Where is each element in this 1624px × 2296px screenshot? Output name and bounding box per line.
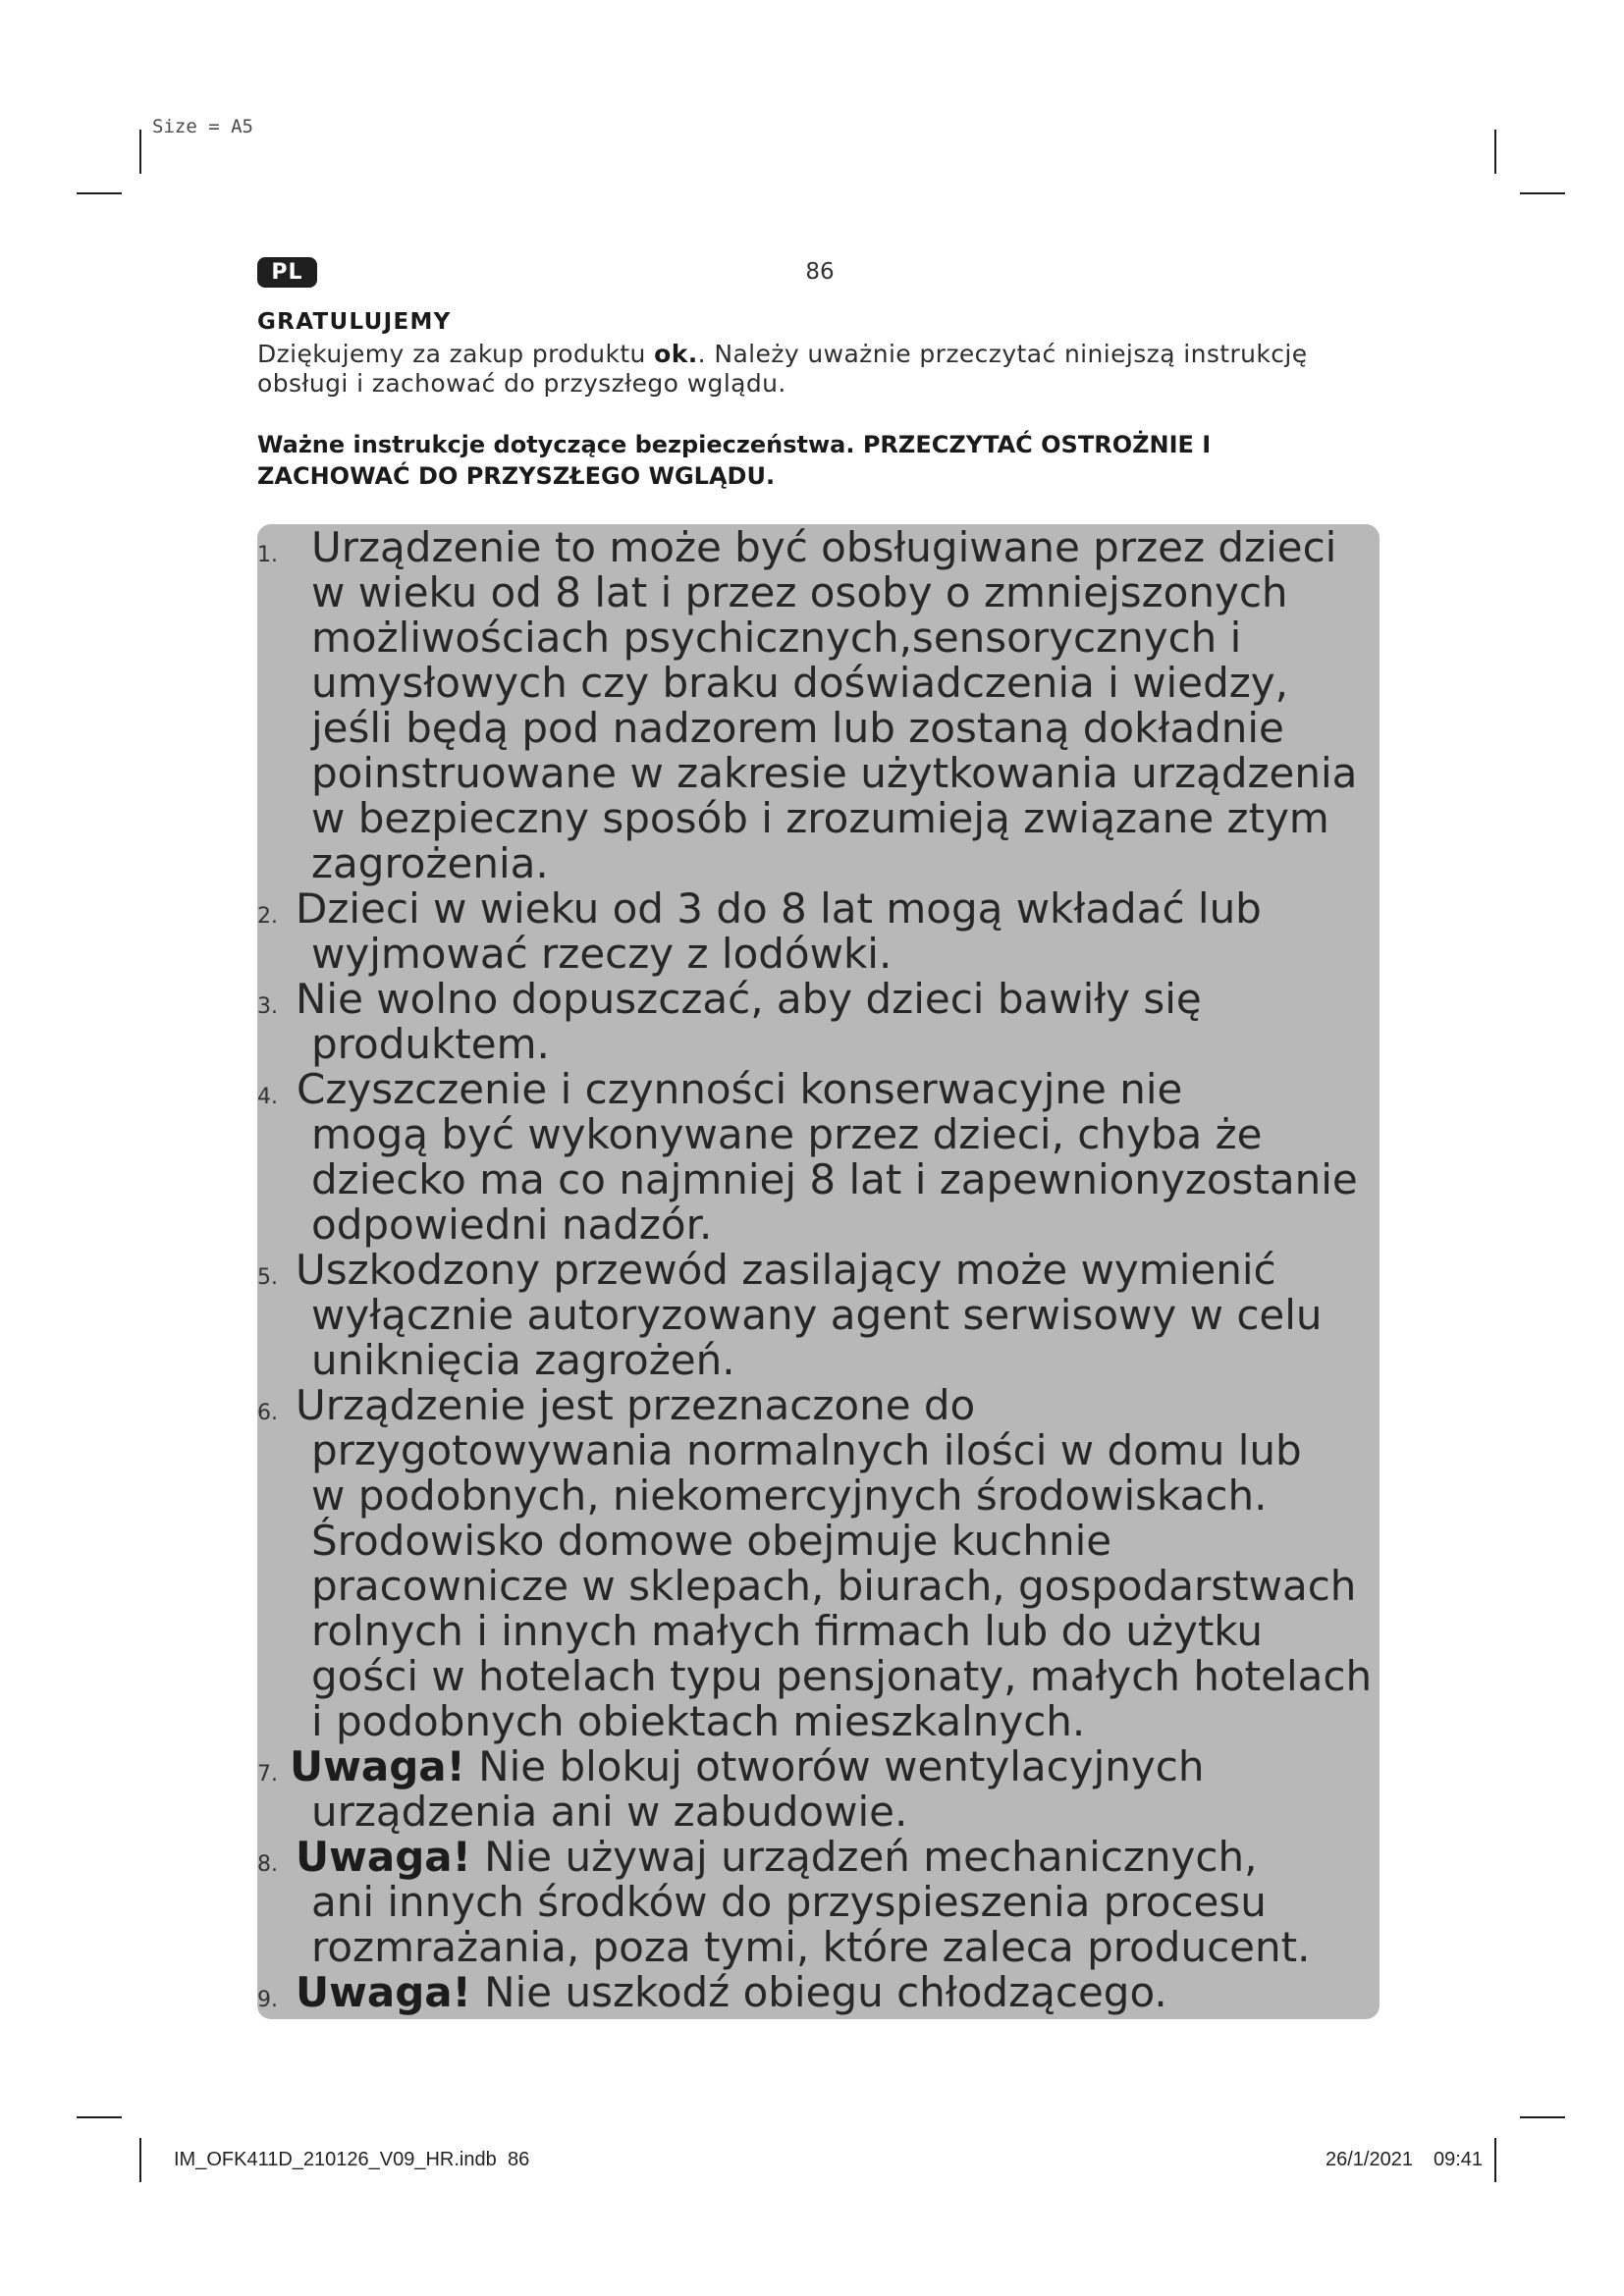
intro-line-1 — [257, 340, 1308, 369]
safety-item-6-line-5: pracownicze w sklepach, biurach, gospodarstwach — [311, 1562, 1357, 1610]
safety-item-2-number: 2. — [257, 904, 278, 929]
safety-instructions-box — [257, 524, 1380, 2019]
safety-item-2-text: Dzieci w wieku od 3 do 8 lat mogą wkładać lub — [296, 884, 1262, 933]
safety-item-1-text: Urządzenie to może być obsługiwane przez dzieci — [311, 523, 1337, 571]
safety-item-1-line-2: w wieku od 8 lat i przez osoby o zmniejszonych — [311, 568, 1288, 616]
footer-date: 26/1/2021 — [1326, 2149, 1413, 2170]
crop-mark-bottom-right-horizontal — [1520, 2116, 1565, 2118]
safety-item-3-number: 3. — [257, 994, 278, 1019]
safety-item-3-line-1 — [257, 977, 1380, 1022]
safety-heading-line-2: ZACHOWAĆ DO PRZYSZŁEGO WGLĄDU. — [257, 462, 776, 490]
footer-time: 09:41 — [1434, 2149, 1484, 2170]
safety-item-5-number: 5. — [257, 1265, 278, 1290]
safety-item-4-text: Czyszczenie i czynności konserwacyjne nie — [297, 1065, 1183, 1113]
safety-item-5-line-3: uniknięcia zagrożeń. — [311, 1336, 735, 1384]
safety-item-7-text: Nie blokuj otworów wentylacyjnych — [478, 1742, 1205, 1790]
safety-item-7-line-1 — [257, 1744, 1380, 1789]
safety-item-6-line-4: Środowisko domowe obejmuje kuchnie — [311, 1517, 1112, 1565]
safety-item-8-line-1 — [257, 1835, 1380, 1880]
safety-item-6-line-7: gości w hotelach typu pensjonaty, małych hotelach — [311, 1652, 1373, 1700]
intro-line-2: obsługi i zachować do przyszłego wglądu. — [257, 369, 786, 398]
safety-item-7-number: 7. — [257, 1762, 278, 1787]
safety-item-3-text: Nie wolno dopuszczać, aby dzieci bawiły się — [296, 975, 1202, 1023]
safety-item-2-line-2: wyjmować rzeczy z lodówki. — [311, 930, 893, 978]
crop-mark-bottom-right-vertical — [1494, 2138, 1496, 2182]
safety-item-8-warning-label: Uwaga! — [296, 1833, 471, 1881]
safety-item-8-line-3: rozmrażania, poza tymi, które zaleca producent. — [311, 1923, 1311, 1971]
safety-item-6-line-8: i podobnych obiektach mieszkalnych. — [311, 1697, 1086, 1745]
safety-item-3-line-2: produktem. — [311, 1020, 550, 1068]
crop-mark-top-right-vertical — [1494, 130, 1496, 174]
safety-item-6-text: Urządzenie jest przeznaczone do — [296, 1381, 976, 1429]
safety-item-8-number: 8. — [257, 1852, 278, 1877]
safety-item-8-line-2: ani innych środków do przyspieszenia procesu — [311, 1878, 1267, 1926]
safety-item-7-line-2: urządzenia ani w zabudowie. — [311, 1788, 908, 1836]
safety-item-4-line-1 — [257, 1067, 1380, 1112]
safety-item-9-number: 9. — [257, 1988, 278, 2012]
footer-page-number: 86 — [508, 2149, 530, 2170]
safety-item-5-text: Uszkodzony przewód zasilający może wymienić — [296, 1246, 1276, 1294]
safety-item-1-line-5: jeśli będą pod nadzorem lub zostaną dokładnie — [311, 704, 1284, 752]
intro-text-part2: . Należy uważnie przeczytać niniejszą instrukcję — [697, 340, 1308, 368]
safety-item-6-line-6: rolnych i innych małych firmach lub do użytku — [311, 1607, 1263, 1655]
crop-mark-top-right-horizontal — [1520, 192, 1565, 194]
safety-item-5-line-1 — [257, 1248, 1380, 1293]
safety-item-9-text: Nie uszkodź obiegu chłodzącego. — [484, 1968, 1167, 2016]
print-size-label: Size = A5 — [152, 116, 253, 137]
safety-item-1-line-6: poinstruowane w zakresie użytkowania urządzenia — [311, 749, 1358, 797]
crop-mark-top-left-vertical — [139, 130, 141, 174]
crop-mark-bottom-left-vertical — [139, 2138, 141, 2182]
intro-heading: GRATULUJEMY — [257, 309, 452, 335]
safety-item-1-line-8: zagrożenia. — [311, 839, 549, 887]
intro-text-part1: Dziękujemy za zakup produktu — [257, 340, 655, 368]
page-number: 86 — [805, 259, 835, 285]
crop-mark-top-left-horizontal — [77, 192, 122, 194]
safety-item-7-warning-label: Uwaga! — [290, 1742, 465, 1790]
language-badge: PL — [257, 257, 317, 288]
brand-name: ok. — [654, 340, 698, 368]
safety-item-1-line-4: umysłowych czy braku doświadczenia i wiedzy, — [311, 659, 1288, 707]
safety-item-9-warning-label: Uwaga! — [296, 1968, 471, 2016]
safety-item-6-line-2: przygotowywania normalnych ilości w domu lub — [311, 1426, 1302, 1474]
safety-item-1-line-3: możliwościach psychicznych,sensorycznych i — [311, 614, 1242, 662]
safety-item-9-line-1 — [257, 1970, 1380, 2015]
safety-item-1-number: 1. — [257, 543, 278, 567]
safety-item-6-line-3: w podobnych, niekomercyjnych środowiskach. — [311, 1471, 1268, 1520]
safety-item-1-line-1 — [257, 525, 1380, 570]
safety-item-8-text: Nie używaj urządzeń mechanicznych, — [484, 1833, 1258, 1881]
safety-item-4-line-3: dziecko ma co najmniej 8 lat i zapewnionyzostanie — [311, 1155, 1358, 1203]
safety-item-2-line-1 — [257, 886, 1380, 932]
safety-heading-line-1: Ważne instrukcje dotyczące bezpieczeństwa. PRZECZYTAĆ OSTROŻNIE I — [257, 431, 1212, 458]
safety-item-4-line-2: mogą być wykonywane przez dzieci, chyba że — [311, 1110, 1263, 1158]
crop-mark-bottom-left-horizontal — [77, 2116, 122, 2118]
safety-item-4-number: 4. — [257, 1085, 278, 1109]
safety-item-4-line-4: odpowiedni nadzór. — [311, 1201, 713, 1249]
safety-item-5-line-2: wyłącznie autoryzowany agent serwisowy w celu — [311, 1291, 1323, 1339]
safety-item-6-number: 6. — [257, 1401, 278, 1425]
footer-file-name: IM_OFK411D_210126_V09_HR.indb — [174, 2149, 497, 2170]
safety-item-1-line-7: w bezpieczny sposób i zrozumieją związane ztym — [311, 794, 1329, 842]
safety-item-6-line-1 — [257, 1383, 1380, 1428]
